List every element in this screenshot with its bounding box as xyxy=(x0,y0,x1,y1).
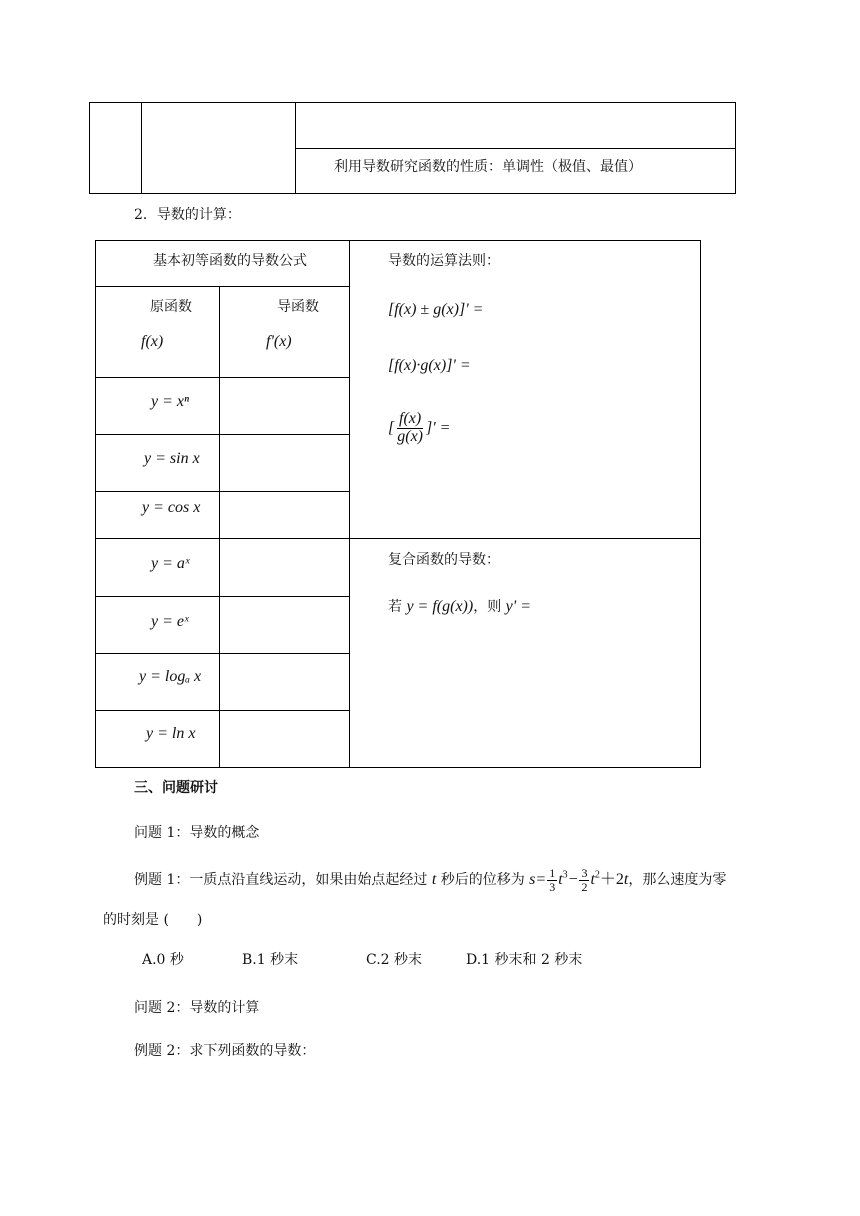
rule-sum: [f(x) ± g(x)]' = xyxy=(388,301,484,318)
option-c: C.2 秒末 xyxy=(366,952,423,968)
rule-product: [f(x)·g(x)]' = xyxy=(388,357,471,374)
problem-2-title: 问题 2：导数的计算 xyxy=(134,1000,260,1016)
option-d: D.1 秒末和 2 秒末 xyxy=(466,952,583,968)
example-1-text-a: 例题 1：一质点沿直线运动，如果由始点起经过 xyxy=(134,872,428,888)
example-2-text: 例题 2：求下列函数的导数： xyxy=(134,1043,316,1059)
example-1-line2: 的时刻是 ( ) xyxy=(103,912,203,928)
example-1-var-t: t xyxy=(431,871,437,888)
composite-rule xyxy=(388,596,531,616)
section-heading-discussion: 三、问题研讨 xyxy=(134,780,218,796)
example-1-line1 xyxy=(134,866,726,893)
option-b: B.1 秒末 xyxy=(242,952,299,968)
rule-quotient: [ $\frac{f(x)}{g(x)}$ ]' = xyxy=(388,410,451,445)
fn-cos: y = cos x xyxy=(142,499,201,516)
displacement-formula: s= $\frac{1}{3}$ $t^3-$ $\frac{3}{2}$ $t^2+2t$ xyxy=(529,866,629,894)
quotient-denominator: g(x) xyxy=(397,427,423,445)
section-heading-derivative-calc: 2．导数的计算： xyxy=(134,207,241,223)
option-a: A.0 秒 xyxy=(142,952,184,968)
fn-log: y = logₐ x xyxy=(139,668,202,685)
composite-result: y' = xyxy=(505,598,531,615)
example-1-text-c: ，那么速度为零 xyxy=(628,872,727,888)
example-1-text-b: 秒后的位移为 xyxy=(440,872,525,888)
col-derivative-label: 导函数 xyxy=(277,299,319,315)
composite-if: 若 xyxy=(388,599,402,615)
property-text: 利用导数研究函数的性质：单调性（极值、最值） xyxy=(334,159,642,175)
fn-sin: y = sin x xyxy=(144,450,200,467)
quotient-tail: ]' = xyxy=(426,419,451,437)
quotient-numerator: f(x) xyxy=(399,410,422,427)
fn-exp-a: y = aˣ xyxy=(151,555,190,572)
problem-1-title: 问题 1：导数的概念 xyxy=(134,825,260,841)
formula-header: 基本初等函数的导数公式 xyxy=(153,253,307,269)
fn-power: y = xⁿ xyxy=(151,393,190,410)
fn-exp-e: y = eˣ xyxy=(151,613,189,630)
col-original-symbol: f(x) xyxy=(141,333,164,350)
rules-header: 导数的运算法则： xyxy=(388,253,500,269)
composite-then: ，则 xyxy=(473,599,502,615)
composite-header: 复合函数的导数： xyxy=(388,552,500,568)
col-original-label: 原函数 xyxy=(150,299,192,315)
fn-ln: y = ln x xyxy=(146,725,196,742)
col-derivative-symbol: f'(x) xyxy=(266,333,292,350)
composite-expr: y = f(g(x)) xyxy=(406,598,474,615)
